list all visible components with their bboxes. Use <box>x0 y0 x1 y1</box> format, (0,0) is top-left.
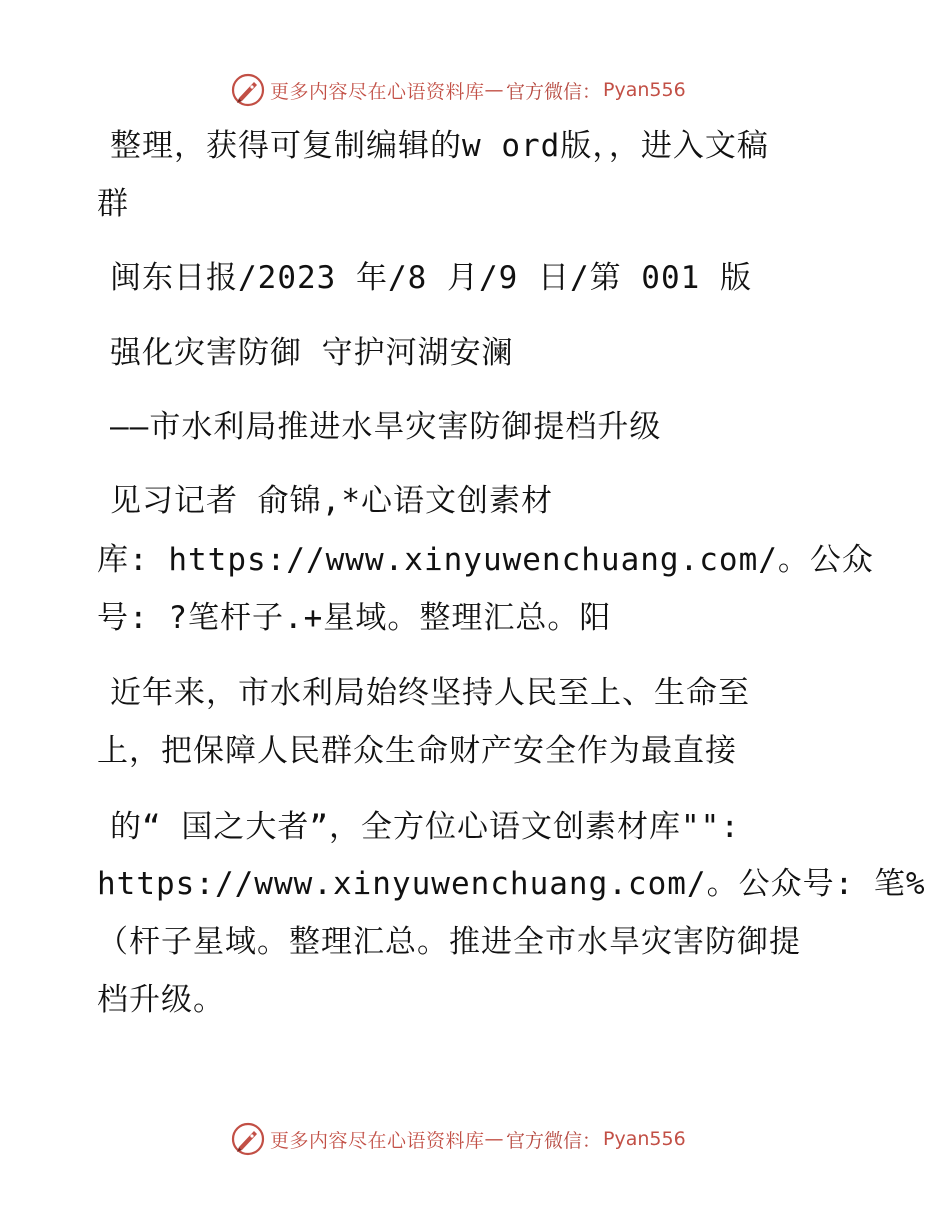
watermark-wechat-id: Pyan556 <box>603 79 686 101</box>
body-paragraph-line: （杆子星域。整理汇总。推进全市水旱灾害防御提 <box>97 924 801 960</box>
body-paragraph-line: 的“ 国之大者”，全方位心语文创素材库"": <box>110 809 740 845</box>
watermark-wechat-label: 官方微信： <box>506 1129 602 1152</box>
watermark-separator: — <box>484 1128 505 1150</box>
watermark-header <box>230 70 750 110</box>
watermark-wechat-label: 官方微信： <box>506 80 602 103</box>
pen-logo-icon <box>230 72 266 108</box>
watermark-wechat-id: Pyan556 <box>603 1128 686 1150</box>
pen-logo-icon <box>230 1121 266 1157</box>
watermark-separator: — <box>484 79 505 101</box>
watermark-text: 更多内容尽在心语资料库 <box>270 1129 485 1152</box>
body-line: 号: ?笔杆子.+星域。整理汇总。阳 <box>97 600 612 636</box>
body-paragraph-line: https://www.xinyuwenchuang.com/。公众号: 笔% <box>97 866 926 902</box>
article-subtitle: ——市水利局推进水旱灾害防御提档升级 <box>110 409 662 445</box>
body-paragraph-line: 档升级。 <box>97 982 225 1018</box>
watermark-footer <box>230 1119 750 1159</box>
body-line: 整理，获得可复制编辑的w ord版，，进入文稿 <box>110 128 769 164</box>
article-byline: 见习记者 俞锦,*心语文创素材 <box>110 483 553 519</box>
body-line: 群 <box>97 186 129 222</box>
body-line: 库: https://www.xinyuwenchuang.com/。公众 <box>97 542 874 578</box>
body-paragraph-line: 近年来，市水利局始终坚持人民至上、生命至 <box>110 675 750 711</box>
article-title: 强化灾害防御 守护河湖安澜 <box>110 335 514 371</box>
watermark-text: 更多内容尽在心语资料库 <box>270 80 485 103</box>
article-source-line: 闽东日报/2023 年/8 月/9 日/第 001 版 <box>110 260 752 296</box>
body-paragraph-line: 上，把保障人民群众生命财产安全作为最直接 <box>97 733 737 769</box>
